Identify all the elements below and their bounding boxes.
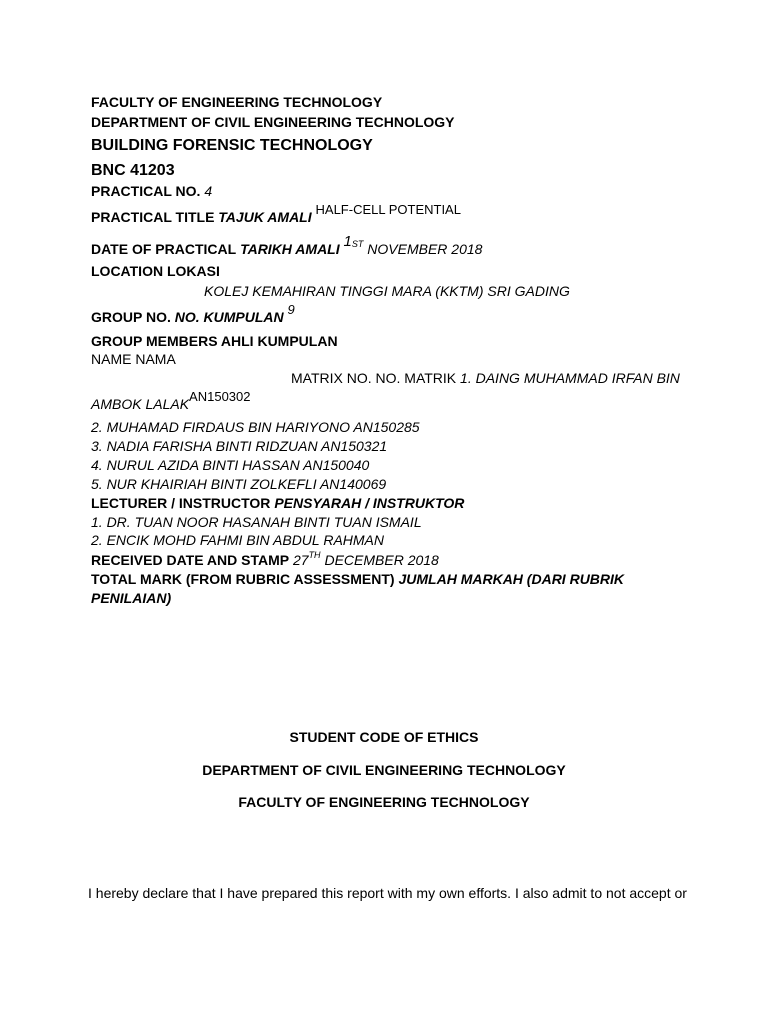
member-2: 2. MUHAMAD FIRDAUS BIN HARIYONO AN150285 [91,419,420,435]
location-label: LOCATION LOKASI [91,263,220,279]
date-of-practical-rest: NOVEMBER 2018 [367,241,483,257]
course-code: BNC 41203 [91,162,175,179]
matrix-row [291,370,680,386]
group-no-label-my: NO. KUMPULAN [174,309,284,325]
ethics-department: DEPARTMENT OF CIVIL ENGINEERING TECHNOLOGY [202,762,566,778]
total-mark-row [91,571,624,587]
received-row [91,552,439,570]
ethics-title: STUDENT CODE OF ETHICS [289,729,479,745]
date-of-practical-label-my: TARIKH AMALI [240,241,340,257]
group-no-label: GROUP NO. [91,309,171,325]
location-value: KOLEJ KEMAHIRAN TINGGI MARA (KKTM) SRI GADING [204,283,570,299]
practical-no-value: 4 [204,183,213,199]
received-label: RECEIVED DATE AND STAMP [91,552,290,568]
received-rest: DECEMBER 2018 [324,552,439,568]
matrix-label: MATRIX NO. NO. MATRIK [291,370,457,386]
lecturer-label: LECTURER / INSTRUCTOR [91,495,271,511]
name-label: NAME NAMA [91,351,176,367]
lecturer-row [91,495,464,511]
received-suffix: TH [308,550,321,560]
member-3: 3. NADIA FARISHA BINTI RIDZUAN AN150321 [91,438,388,454]
practical-no-row [91,183,212,199]
received-day: 27 [292,552,309,568]
date-of-practical-label: DATE OF PRACTICAL [91,241,237,257]
total-mark-label-my-cont: PENILAIAN) [91,590,172,606]
total-mark-label-my: JUMLAH MARKAH (DARI RUBRIK [398,571,625,587]
practical-title-row [91,202,461,226]
lecturer-label-my: PENSYARAH / INSTRUKTOR [274,495,465,511]
date-of-practical-row [91,233,483,259]
member-5: 5. NUR KHAIRIAH BINTI ZOLKEFLI AN140069 [91,476,387,492]
lecturer-2: 2. ENCIK MOHD FAHMI BIN ABDUL RAHMAN [91,532,385,548]
group-members-label: GROUP MEMBERS AHLI KUMPULAN [91,333,338,349]
practical-title-label: PRACTICAL TITLE [91,209,215,225]
practical-no-label: PRACTICAL NO. [91,183,201,199]
ethics-faculty: FACULTY OF ENGINEERING TECHNOLOGY [238,794,530,810]
date-of-practical-suffix: ST [351,239,364,249]
group-no-value: 9 [287,302,295,317]
member-1-name: 1. DAING MUHAMMAD IRFAN BIN [460,370,680,386]
department-title: DEPARTMENT OF CIVIL ENGINEERING TECHNOLOGY [91,114,455,130]
practical-title-label-my: TAJUK AMALI [218,209,312,225]
member-1-continued [91,389,251,413]
faculty-title: FACULTY OF ENGINEERING TECHNOLOGY [91,94,383,110]
member-1-id: AN150302 [189,389,251,404]
practical-title-value: HALF-CELL POTENTIAL [315,202,461,217]
declaration-text: I hereby declare that I have prepared this report with my own efforts. I also admit to not accept or [88,885,687,901]
total-mark-label: TOTAL MARK (FROM RUBRIC ASSESSMENT) [91,571,395,587]
course-name: BUILDING FORENSIC TECHNOLOGY [91,137,373,154]
lecturer-1: 1. DR. TUAN NOOR HASANAH BINTI TUAN ISMAIL [91,514,422,530]
group-no-row [91,302,295,326]
member-1-name-cont: AMBOK LALAK [91,396,190,412]
member-4: 4. NURUL AZIDA BINTI HASSAN AN150040 [91,457,370,473]
date-of-practical-day: 1 [343,233,352,250]
